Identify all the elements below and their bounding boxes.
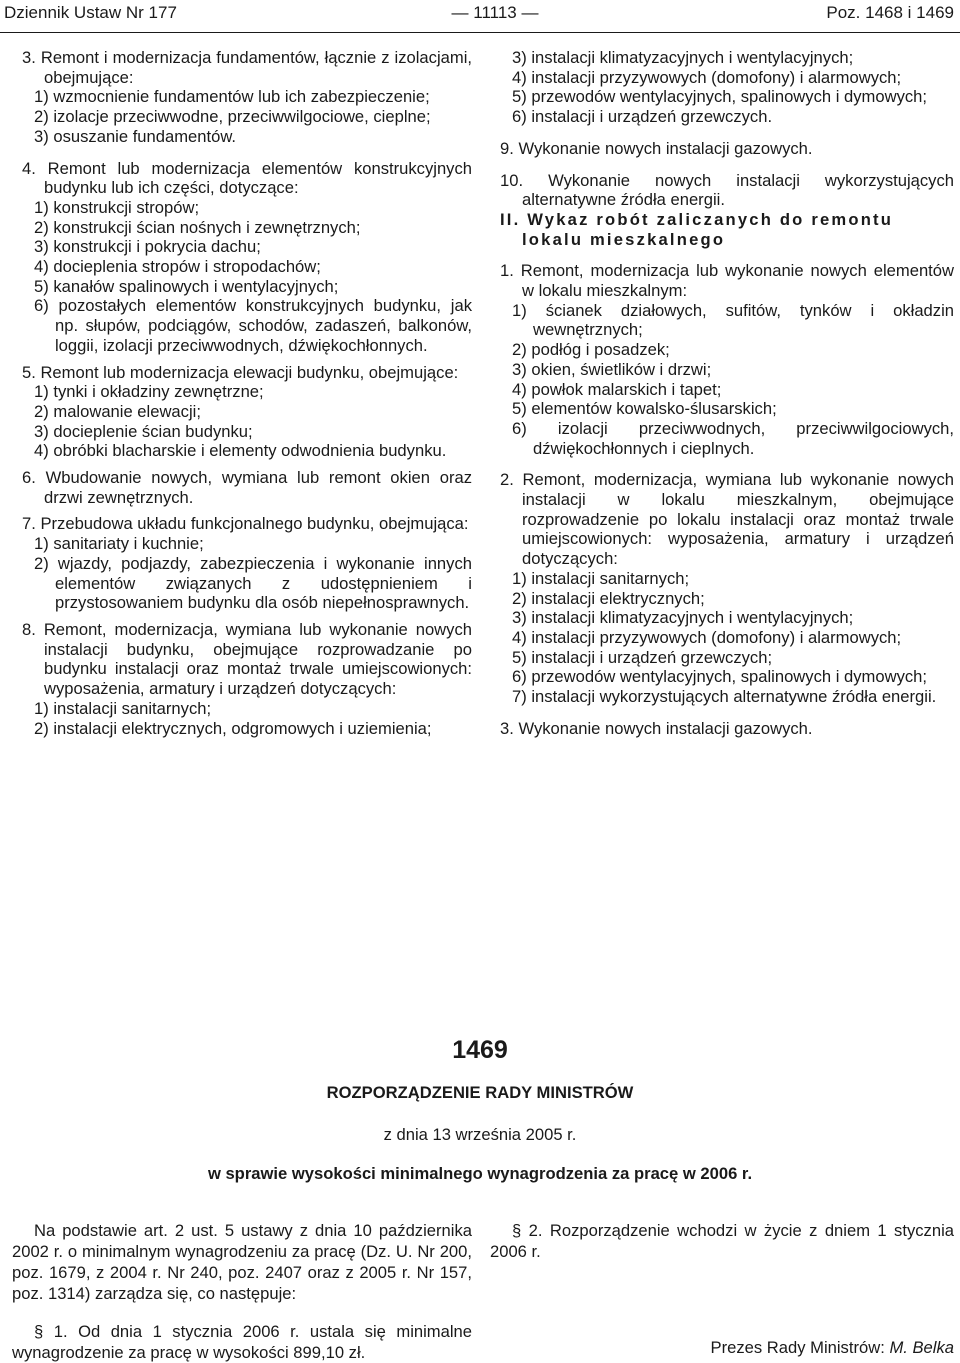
section-heading: II. Wykaz robót zaliczanych do remontu lokalu mieszkalnego [500,209,894,249]
list-item: 2. Remont, modernizacja, wymiana lub wykonanie nowych instalacji w lokalu mieszkalnym, obejmujące rozprowadzenie po lokalu instalacji oraz montaż trwale umiejscowionych: wyposażenia, armatury i urządzeń dotyczących: [500,470,954,569]
list-item: 3) okien, świetlików i drzwi; [512,359,712,379]
act-number: 1469 [452,1036,508,1064]
list-item: 1) tynki i okładziny zewnętrzne; [34,382,264,402]
list-item: 6) izolacji przeciwwodnych, przeciwwilgociowych, dźwiękochłonnych i cieplnych. [512,418,954,458]
left-column [12,48,472,738]
page-header [0,0,960,33]
list-item: 4) instalacji przyzywowych (domofony) i alarmowych; [512,67,902,87]
list-item: 4. Remont lub modernizacja elementów konstrukcyjnych budynku lub ich części, dotyczące: [22,158,472,198]
preamble: Na podstawie art. 2 ust. 5 ustawy z dnia 10 października 2002 r. o minimalnym wynagrodzeniu za pracę (Dz. U. Nr 200, poz. 1679, z 2004 r. Nr 240, poz. 2407 oraz z 2005 r. Nr 157, poz. 1314) zarządza się, co następuje: [12,1221,472,1303]
list-item: 3) docieplenie ścian budynku; [34,421,253,441]
list-item: 9. Wykonanie nowych instalacji gazowych. [500,138,813,158]
list-item: 2) malowanie elewacji; [34,401,201,421]
list-item: 3) instalacji klimatyzacyjnych i wentylacyjnych; [512,48,854,67]
act-title: ROZPORZĄDZENIE RADY MINISTRÓW [326,1083,634,1102]
list-item: 1) instalacji sanitarnych; [34,698,212,718]
list-item: 5) przewodów wentylacyjnych, spalinowych i dymowych; [512,87,928,107]
journal-name: Dziennik Ustaw Nr 177 [4,3,177,22]
paragraph-1: § 1. Od dnia 1 stycznia 2006 r. ustala się minimalne wynagrodzenie za pracę w wysokości 899,10 zł. [12,1322,472,1362]
list-item: 3) instalacji klimatyzacyjnych i wentylacyjnych; [512,608,854,628]
list-item: 2) izolacje przeciwwodne, przeciwwilgociowe, cieplne; [34,107,431,127]
signature [711,1338,954,1358]
list-item: 7. Przebudowa układu funkcjonalnego budynku, obejmująca: [22,514,469,534]
list-item: 2) instalacji elektrycznych; [512,588,705,608]
list-item: 5) elementów kowalsko-ślusarskich; [512,399,777,419]
page-number: — 11113 — [451,3,539,22]
list-item: 5) instalacji i urządzeń grzewczych; [512,647,773,667]
act-subject: w sprawie wysokości minimalnego wynagrodzenia za pracę w 2006 r. [207,1164,753,1183]
list-item: 1) konstrukcji stropów; [34,197,200,217]
regulation-body-right [490,1220,954,1262]
list-item: 10. Wykonanie nowych instalacji wykorzystujących alternatywne źródła energii. [500,170,954,210]
list-item: 6) przewodów wentylacyjnych, spalinowych i dymowych; [512,667,928,687]
list-item: 1) ścianek działowych, sufitów, tynków i okładzin wewnętrznych; [512,300,954,340]
signature-role: Prezes Rady Ministrów: [710,1338,890,1357]
position-numbers: Poz. 1468 i 1469 [826,3,954,22]
list-item: 4) obróbki blacharskie i elementy odwodnienia budynku. [34,441,447,461]
list-item: 3. Remont i modernizacja fundamentów, łącznie z izolacjami, obejmujące: [22,48,472,87]
list-item: 2) instalacji elektrycznych, odgromowych i uziemienia; [34,718,432,738]
list-item: 2) wjazdy, podjazdy, zabezpieczenia i wykonanie innych elementów związanych z udostępnieniem i przystosowaniem budynku dla osób niepełnosprawnych. [34,553,472,613]
list-item: 3. Wykonanie nowych instalacji gazowych. [500,718,813,738]
list-item: 1. Remont, modernizacja lub wykonanie nowych elementów w lokalu mieszkalnym: [500,261,954,301]
list-item: 5. Remont lub modernizacja elewacji budynku, obejmujące: [22,362,459,382]
list-item: 6) instalacji i urządzeń grzewczych. [512,107,773,127]
list-item: 6. Wbudowanie nowych, wymiana lub remont okien oraz drzwi zewnętrznych. [22,468,472,507]
list-item: 1) instalacji sanitarnych; [512,568,690,588]
list-item: 2) podłóg i posadzek; [512,340,670,360]
regulation-body-left [12,1220,472,1363]
list-item: 4) powłok malarskich i tapet; [512,379,722,399]
list-item: 5) kanałów spalinowych i wentylacyjnych; [34,276,339,296]
signature-name: M. Belka [889,1338,954,1357]
list-item: 4) instalacji przyzywowych (domofony) i alarmowych; [512,627,902,647]
list-item: 2) konstrukcji ścian nośnych i zewnętrznych; [34,217,361,237]
list-item: 1) wzmocnienie fundamentów lub ich zabezpieczenie; [34,87,430,107]
list-item: 1) sanitariaty i kuchnie; [34,534,204,554]
list-item: 3) osuszanie fundamentów. [34,126,237,146]
right-column [490,48,954,739]
act-date: z dnia 13 września 2005 r. [383,1125,577,1144]
list-item: 7) instalacji wykorzystujących alternatywne źródła energii. [512,687,937,707]
list-item: 3) konstrukcji i pokrycia dachu; [34,237,261,257]
list-item: 4) docieplenia stropów i stropodachów; [34,257,321,277]
list-item: 8. Remont, modernizacja, wymiana lub wykonanie nowych instalacji budynku, obejmujące rozprowadzanie po budynku instalacji oraz montaż trwale umiejscowionych: wyposażenia, armatury i urządzeń dotyczących: [22,619,472,699]
paragraph-2: § 2. Rozporządzenie wchodzi w życie z dniem 1 stycznia 2006 r. [490,1221,954,1261]
list-item: 6) pozostałych elementów konstrukcyjnych budynku, jak np. słupów, podciągów, schodów, zadaszeń, balkonów, loggii, izolacji przeciwwodnych, dźwiękochłonnych. [34,296,472,355]
